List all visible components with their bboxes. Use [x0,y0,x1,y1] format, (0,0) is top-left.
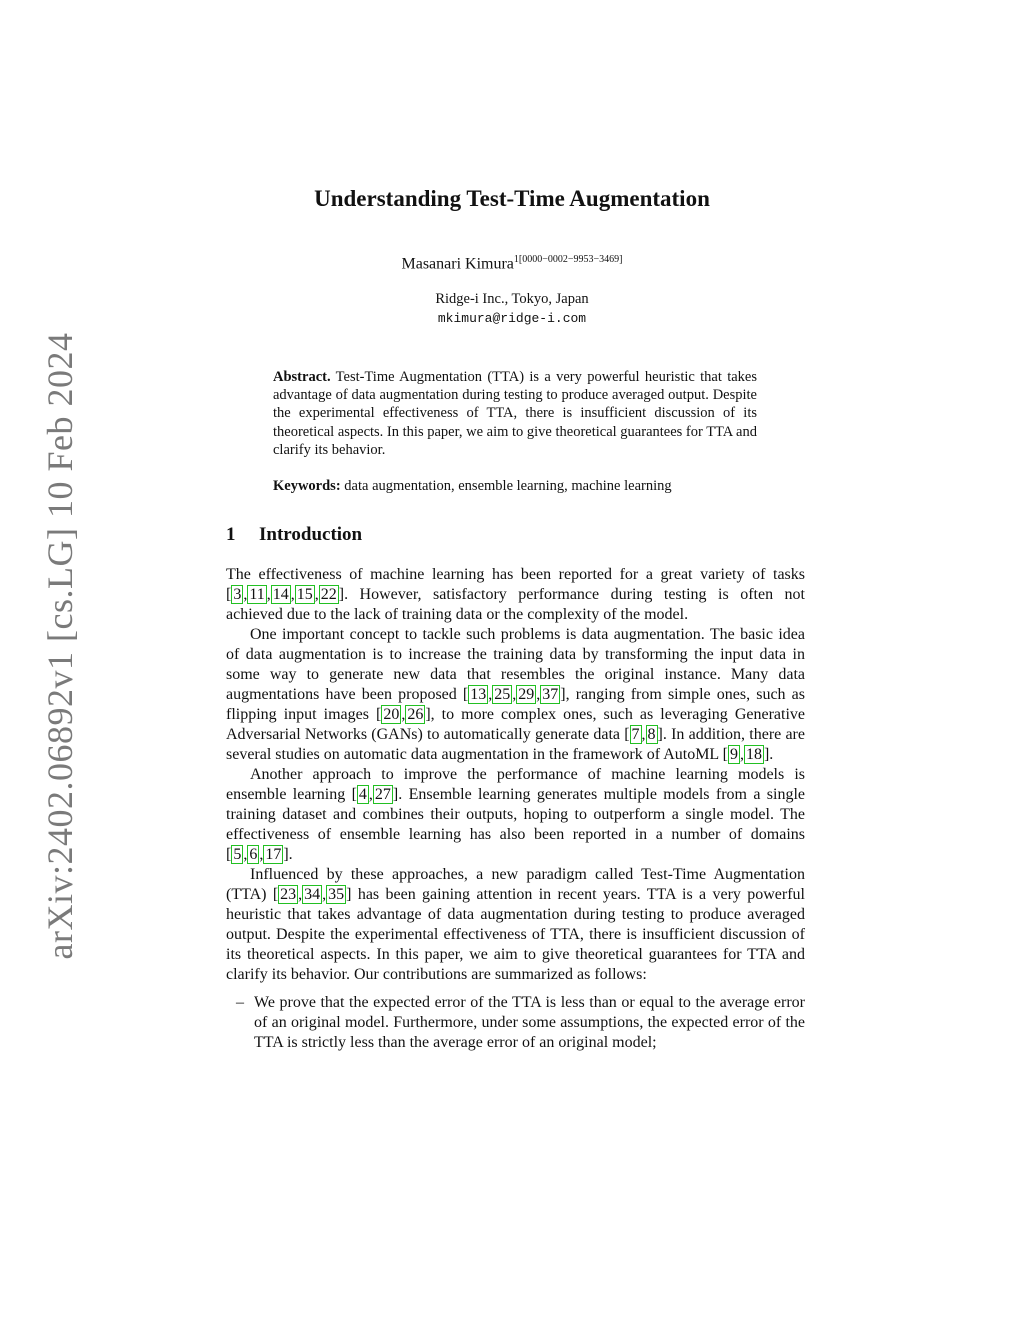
paragraph-text: . Ensemble learning generates multiple models from a single training dataset and combines their outputs, hoping to outperform a single model. The effectiveness of ensemble learning has also been reported in a number of domains [226,786,806,843]
list-item-text: We prove that the expected error of the TTA is less than or equal to the average error of an original model. Furthermore, under some assumptions, the expected error of the TTA is strictly less than the average error of an original model; [254,994,805,1051]
paragraph-text: . However, satisfactory performance during testing is often not achieved due to the lack of training data or the complexity of the model. [226,586,805,623]
citation-link[interactable]: 25 [494,686,511,703]
author-line [0,254,1024,273]
citation-link[interactable]: 9 [729,746,738,763]
abstract-label: Abstract. [273,369,331,385]
citation-link[interactable]: 22 [320,586,337,603]
paragraph-text: . [288,846,293,863]
section-number: 1 [226,524,236,545]
citation-link[interactable]: 18 [745,746,762,763]
citation-link[interactable]: 3 [233,586,242,603]
section-title: Introduction [259,524,363,545]
list-bullet-dash: – [236,994,244,1011]
citation-link[interactable]: 27 [374,786,391,803]
paragraph-text: . [769,746,774,763]
citation-link[interactable]: 11 [249,586,265,603]
paragraph-1: The effectiveness of machine learning has been reported for a great variety of tasks [ 3 , 11 , 14 , 15 , 22 ]. However, satisfactory performance during testing is often not achieved due to the lack of training data or the complexity of the model. [226,566,805,623]
keywords-label: Keywords: [273,478,341,494]
section-heading-introduction [226,524,362,546]
author-name: Masanari Kimura [401,255,514,273]
citation-link[interactable]: 15 [296,586,313,603]
citation-link[interactable]: 4 [358,786,367,803]
citation-link[interactable]: 26 [407,706,424,723]
citation-link[interactable]: 5 [233,846,242,863]
citation-link[interactable]: 35 [328,886,345,903]
author-orcid: 1[0000−0002−9953−3469] [513,254,623,265]
paragraph-text: , to more complex ones, such as leveraging Generative Adversarial Networks (GANs) to automatically generate data [226,706,806,743]
paragraph-text: The effectiveness of machine learning has been reported for a great variety of tasks [226,566,805,583]
introduction-body [226,565,805,1053]
abstract [273,368,757,459]
citation-link[interactable]: 17 [265,846,282,863]
paragraph-text: One important concept to tackle such problems is data augmentation. The basic idea of data augmentation is to increase the training data by transforming the input data in some way to generate new data that resembles the original instance. Many data augmentations have been proposed [226,626,805,703]
paragraph-3: Another approach to improve the performance of machine learning models is ensemble learning [ 4 , 27 ]. Ensemble learning generates multiple models from a single training dataset and combines their outputs, hoping to outperform a single model. The effectiveness of ensemble learning has also been reported in a number of domains [ 5 , 6 , 17 ]. [226,766,806,863]
keywords-text: data augmentation, ensemble learning, machine learning [344,478,672,494]
citation-link[interactable]: 23 [280,886,297,903]
citation-link[interactable]: 14 [272,586,289,603]
paragraph-text: Influenced by these approaches, a new paradigm called Test-Time Augmentation (TTA) [226,866,805,903]
paragraph-text: . In addition, there are several studies on automatic data augmentation in the framework of AutoML [226,726,805,763]
affiliation-institution: Ridge-i Inc., Tokyo, Japan [435,291,589,307]
citation-link[interactable]: 29 [518,686,535,703]
paragraph-text: Another approach to improve the performance of machine learning models is ensemble learning [226,766,805,803]
paragraph-2: One important concept to tackle such problems is data augmentation. The basic idea of data augmentation is to increase the training data by transforming the input data in some way to generate new data that resembles the original instance. Many data augmentations have been proposed [ 13 , 25 , 29 , 37 ], ranging from simple ones, such as flipping input images [ 20 , 26 ], to more complex ones, such as leveraging Generative Adversarial Networks (GANs) to automatically generate data [ 7 , 8 ]. In addition, there are several studies on automatic data augmentation in the framework of AutoML [ 9 , 18 ]. [226,626,806,763]
citation-link[interactable]: 37 [542,686,559,703]
list-item [226,993,805,1053]
affiliation-block [0,290,1024,328]
arxiv-identifier-stamp[interactable]: arXiv:2402.06892v1 [cs.LG] 10 Feb 2024 [40,332,80,960]
citation-link[interactable]: 7 [631,726,640,743]
keywords [273,477,757,495]
paragraph-4: Influenced by these approaches, a new paradigm called Test-Time Augmentation (TTA) [ 23 , 34 , 35 ] has been gaining attention in recent years. TTA is a very powerful heuristic that takes advantage of data augmentation during testing to produce averaged output. Despite the experimental effectiveness of TTA, there is insufficient discussion of its theoretical aspects. In this paper, we aim to give theoretical guarantees for TTA and clarify its behavior. Our contributions are summarized as follows: [226,866,805,983]
citation-link[interactable]: 13 [470,686,487,703]
citation-link[interactable]: 8 [647,726,656,743]
citation-link[interactable]: 34 [304,886,321,903]
contributions-list [226,993,805,1053]
paragraph-text: has been gaining attention in recent years. TTA is a very powerful heuristic that takes advantage of data augmentation during testing to produce averaged output. Despite the experimental effectiveness of TTA, there is insufficient discussion of its theoretical aspects. In this paper, we aim to give theoretical guarantees for TTA and clarify its behavior. Our contributions are summarized as follows: [226,886,805,983]
abstract-text: Test-Time Augmentation (TTA) is a very powerful heuristic that takes advantage of data augmentation during testing to produce averaged output. Despite the experimental effectiveness of TTA, there is insufficient discussion of its theoretical aspects. In this paper, we aim to give theoretical guarantees for TTA and clarify its behavior. [273,369,758,458]
citation-link[interactable]: 6 [249,846,258,863]
author-email[interactable]: mkimura@ridge-i.com [437,311,587,326]
paper-title: Understanding Test-Time Augmentation [314,186,710,211]
paragraph-text: , ranging from simple ones, such as flipping input images [226,686,806,723]
citation-link[interactable]: 20 [383,706,400,723]
